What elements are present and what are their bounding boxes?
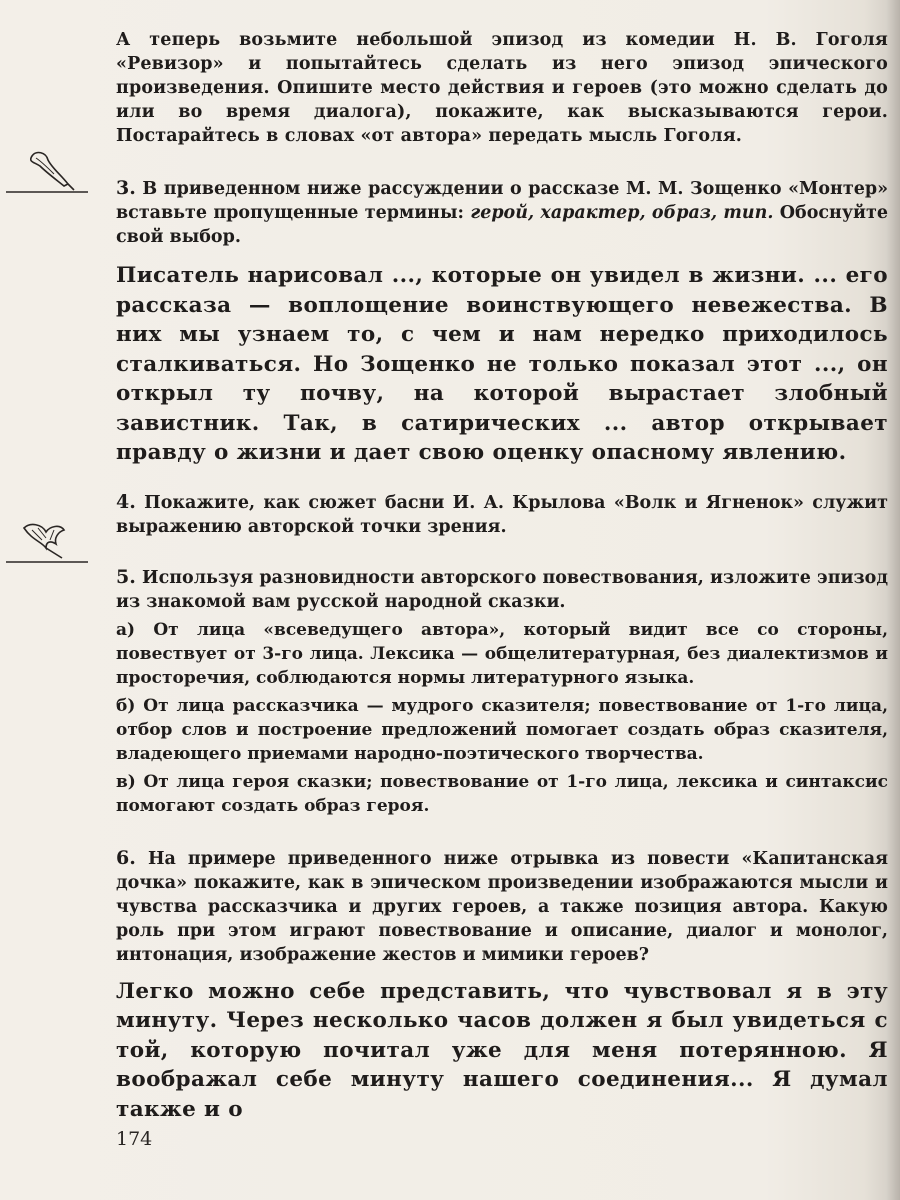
page-number: 174 [116, 1128, 153, 1150]
page-content [116, 28, 888, 1124]
task-3-terms: герой, характер, образ, тип. [470, 203, 774, 223]
intro-paragraph: А теперь возьмите небольшой эпизод из комедии Н. В. Гоголя «Ревизор» и попытайтесь сделать из него эпизод эпического произведения. Опишите место действия и героев (это можно сделать до или во время диалога), покажите, как высказываются герои. Постарайтесь в словах «от автора» передать мысль Гоголя. [116, 30, 888, 146]
quote-kapitanskaya-dochka: Легко можно себе представить, что чувствовал я в эту минуту. Через несколько часов должен я был увидеться с той, которую почитал уже для меня потерянною. Я воображал себе минуту нашего соединения... Я думал также и о [116, 978, 888, 1122]
task-3-tail: Обоснуйте свой выбор. [116, 203, 889, 247]
task-5-option-c: в) От лица героя сказки; повествование от 1-го лица, лексика и синтаксис помогают создать образ героя. [116, 771, 888, 816]
quote-zoshchenko: Писатель нарисовал ..., которые он увидел в жизни. ... его рассказа — воплощение воинствующего невежества. В них мы узнаем то, с чем и нам нередко приходилось сталкиваться. Но Зощенко не только показал этот ..., он открыл ту почву, на которой вырастает злобный завистник. Так, в сатирических ... автор открывает правду о жизни и дает свою оценку опасному явлению. [116, 263, 888, 465]
winged-quill-icon [2, 518, 92, 568]
task-3 [116, 176, 888, 249]
task-4-number: 4. [116, 490, 136, 513]
task-5-option-b: б) От лица рассказчика — мудрого сказителя; повествование от 1-го лица, отбор слов и построение предложений помогает создать образ сказителя, владеющего приемами народно-поэтического творчества. [116, 695, 888, 764]
task-5-number: 5. [116, 565, 136, 588]
task-6-number: 6. [116, 846, 136, 869]
quill-writing-icon [2, 148, 92, 198]
task-6-text: На примере приведенного ниже отрывка из повести «Капитанская дочка» покажите, как в эпическом произведении изображаются мысли и чувства рассказчика и других героев, а также позиция автора. Какую роль при этом играют повествование и описание, диалог и монолог, интонация, изображение жестов и мимики героев? [116, 848, 888, 965]
task-5-text: Используя разновидности авторского повествования, изложите эпизод из знакомой вам русской народной сказки. [116, 567, 888, 612]
task-4-text: Покажите, как сюжет басни И. А. Крылова «Волк и Ягненок» служит выражению авторской точки зрения. [116, 492, 888, 537]
page-edge [886, 0, 900, 1200]
task-4 [116, 490, 888, 539]
task-5-option-a: а) От лица «всеведущего автора», который видит все со стороны, повествует от 3-го лица. Лексика — общелитературная, без диалектизмов и просторечия, соблюдаются нормы литературного языка. [116, 619, 888, 688]
task-3-number: 3. [116, 177, 136, 199]
task-6 [116, 846, 888, 967]
task-5 [116, 565, 888, 614]
task-3-text: В приведенном ниже рассуждении о рассказе М. М. Зощенко «Монтер» вставьте пропущенные термины: [116, 179, 889, 223]
